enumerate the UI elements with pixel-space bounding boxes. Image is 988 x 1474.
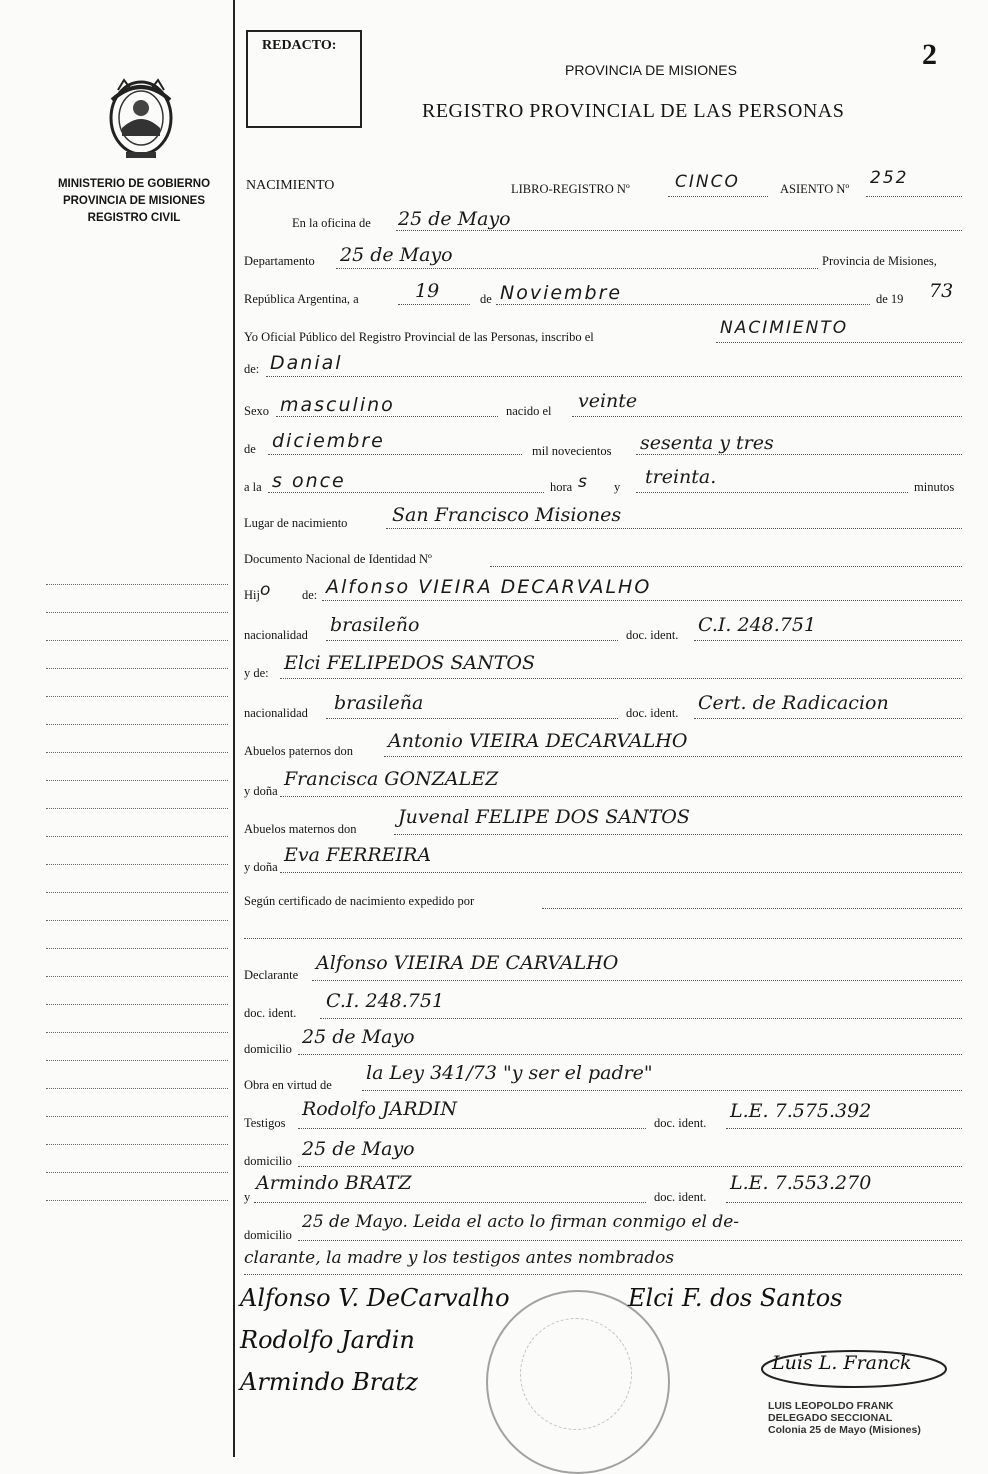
margin-line	[46, 668, 228, 669]
redacto-box	[246, 30, 362, 128]
madre-line	[280, 678, 962, 679]
nacido-value: veinte	[578, 390, 638, 412]
signature-testigo-2: Armindo Bratz	[240, 1368, 418, 1396]
registry-heading: REGISTRO PROVINCIAL DE LAS PERSONAS	[422, 100, 845, 122]
declarante-line	[312, 980, 962, 981]
margin-line	[46, 584, 228, 585]
madre-value: Elci FELIPEDOS SANTOS	[284, 652, 536, 674]
margin-line	[46, 1004, 228, 1005]
lugar-label: Lugar de nacimiento	[244, 516, 348, 530]
padre-doc-label: doc. ident.	[626, 628, 679, 642]
nacido-label: nacido el	[506, 404, 552, 418]
margin-line	[46, 1116, 228, 1117]
testigo1-dom-line	[298, 1166, 962, 1167]
oficial-stamp-text	[768, 1400, 921, 1436]
abuelo-mat-line	[394, 834, 962, 835]
margin-line	[46, 948, 228, 949]
abuelo-pat-line	[384, 756, 962, 757]
abuelos-mat-label: Abuelos maternos don	[244, 822, 357, 836]
mil-label: mil novecientos	[532, 444, 612, 458]
y-label: y	[614, 480, 621, 494]
inscribo-line	[716, 342, 962, 343]
declarante-doc-value: C.I. 248.751	[326, 990, 445, 1012]
padre-nac-line	[326, 640, 618, 641]
testigo2-doc-label: doc. ident.	[654, 1190, 707, 1204]
obra-label: Obra en virtud de	[244, 1078, 332, 1092]
margin-line	[46, 696, 228, 697]
declarante-value: Alfonso VIEIRA DE CARVALHO	[316, 952, 619, 974]
margin-line	[46, 1144, 228, 1145]
minutos-line	[636, 492, 908, 493]
abuela-pat-label: y doña	[244, 784, 278, 798]
declarante-label: Declarante	[244, 968, 299, 982]
padre-doc-line	[694, 640, 962, 641]
mes-line	[496, 304, 870, 305]
dni-line	[490, 566, 962, 567]
madre-nac-label: nacionalidad	[244, 706, 308, 720]
testigo2-line	[254, 1202, 646, 1203]
sexo-label: Sexo	[244, 404, 269, 418]
record-type: NACIMIENTO	[246, 178, 335, 193]
margin-line	[46, 1172, 228, 1173]
mes-letras-line	[268, 454, 522, 455]
sexo-value: masculino	[280, 394, 395, 416]
abuelos-pat-label: Abuelos paternos don	[244, 744, 354, 758]
testigo2-dom-line	[298, 1240, 962, 1241]
provincia-suffix: Provincia de Misiones,	[822, 254, 937, 268]
margin-line	[46, 612, 228, 613]
testigo2-dom-label: domicilio	[244, 1228, 292, 1242]
oficina-line	[396, 230, 962, 231]
dia-line	[398, 304, 470, 305]
padre-doc-value: C.I. 248.751	[698, 614, 817, 636]
dia-value: 19	[415, 280, 440, 302]
signature-oficial: Luis L. Franck	[772, 1352, 912, 1374]
madre-nac-value: brasileña	[334, 692, 424, 714]
ministry-line-2: PROVINCIA DE MISIONES	[62, 195, 206, 207]
padre-nac-label: nacionalidad	[244, 628, 308, 642]
margin-line	[46, 1088, 228, 1089]
hijo-label: Hij	[244, 588, 260, 602]
inscribo-value: NACIMIENTO	[720, 318, 849, 338]
dni-label: Documento Nacional de Identidad Nº	[244, 552, 432, 566]
testigo2-dom-value: 25 de Mayo. Leida el acto lo firman conmigo el de-	[302, 1212, 740, 1232]
asiento-label: ASIENTO Nº	[780, 182, 850, 196]
margin-line	[46, 724, 228, 725]
oficial-location: Colonia 25 de Mayo (Misiones)	[768, 1424, 921, 1436]
oficina-label: En la oficina de	[292, 216, 371, 230]
margin-line	[46, 976, 228, 977]
declarante-dom-value: 25 de Mayo	[302, 1026, 415, 1048]
oficina-value: 25 de Mayo	[398, 208, 511, 230]
abuela-mat-label: y doña	[244, 860, 278, 874]
lugar-value: San Francisco Misiones	[392, 504, 622, 526]
province-heading: PROVINCIA DE MISIONES	[565, 62, 737, 78]
margin-line	[46, 808, 228, 809]
testigo1-dom-value: 25 de Mayo	[302, 1138, 415, 1160]
anio-letras-value: sesenta y tres	[640, 432, 774, 454]
margin-line	[46, 640, 228, 641]
departamento-label: Departamento	[244, 254, 315, 268]
oficial-name: LUIS LEOPOLDO FRANK	[768, 1400, 894, 1412]
libro-value: CINCO	[675, 172, 740, 192]
madre-doc-label: doc. ident.	[626, 706, 679, 720]
testigo1-line	[298, 1128, 646, 1129]
signature-loop-icon	[756, 1346, 952, 1392]
testigos-label: Testigos	[244, 1116, 286, 1130]
asiento-line	[866, 196, 962, 197]
declarante-dom-label: domicilio	[244, 1042, 292, 1056]
abuela-pat-line	[280, 796, 962, 797]
libro-line	[668, 196, 768, 197]
margin-line	[46, 864, 228, 865]
sexo-line	[276, 416, 498, 417]
margin-line	[46, 1200, 228, 1201]
madre-doc-line	[694, 718, 962, 719]
departamento-line	[336, 268, 818, 269]
margin-rule	[233, 0, 235, 1457]
madre-nac-line	[326, 718, 618, 719]
margin-line	[46, 892, 228, 893]
ministry-line-3: REGISTRO CIVIL	[87, 212, 181, 224]
ala-label: a la	[244, 480, 262, 494]
abuelo-mat-value: Juvenal FELIPE DOS SANTOS	[398, 806, 690, 828]
hora-value: s once	[272, 470, 346, 492]
republica-label: República Argentina, a	[244, 292, 359, 306]
official-stamp-inner	[520, 1318, 632, 1430]
closing-line	[244, 1274, 962, 1275]
hora-line	[268, 492, 544, 493]
y2-label: y	[244, 1190, 251, 1204]
abuela-pat-value: Francisca GONZALEZ	[284, 768, 499, 790]
mes-letras-value: diciembre	[272, 430, 385, 452]
closing-line-2: clarante, la madre y los testigos antes nombrados	[244, 1248, 675, 1268]
testigo1-dom-label: domicilio	[244, 1154, 292, 1168]
nombre-value: Danial	[270, 352, 343, 374]
nombre-line	[266, 376, 962, 377]
redacto-label: REDACTO:	[262, 38, 337, 53]
nombre-label: de:	[244, 362, 260, 376]
declarante-doc-label: doc. ident.	[244, 1006, 297, 1020]
province-seal-icon	[100, 70, 182, 162]
padre-nac-value: brasileño	[330, 614, 420, 636]
hijo-de-label: de:	[302, 588, 318, 602]
testigo2-doc-value: L.E. 7.553.270	[730, 1172, 872, 1194]
minutos-label: minutos	[914, 480, 955, 494]
departamento-value: 25 de Mayo	[340, 244, 453, 266]
declarante-dom-line	[298, 1054, 962, 1055]
minutos-value: treinta.	[645, 466, 717, 488]
anio-label: de 19	[876, 292, 904, 306]
abuelo-pat-value: Antonio VIEIRA DECARVALHO	[388, 730, 688, 752]
abuela-mat-line	[280, 872, 962, 873]
margin-line	[46, 780, 228, 781]
libro-label: LIBRO-REGISTRO Nº	[511, 182, 630, 196]
margin-line	[46, 920, 228, 921]
signature-testigo-1: Rodolfo Jardin	[240, 1326, 415, 1354]
testigo1-doc-value: L.E. 7.575.392	[730, 1100, 872, 1122]
padre-value: Alfonso VIEIRA DECARVALHO	[326, 576, 652, 598]
mes-de-label: de	[480, 292, 492, 306]
signature-declarante: Alfonso V. DeCarvalho	[240, 1284, 510, 1312]
margin-line	[46, 1060, 228, 1061]
mes-value: Noviembre	[500, 282, 623, 304]
obra-value: la Ley 341/73 "y ser el padre"	[366, 1062, 653, 1084]
inscribo-label: Yo Oficial Público del Registro Provincial de las Personas, inscribo el	[244, 330, 594, 344]
testigo1-value: Rodolfo JARDIN	[302, 1098, 457, 1120]
margin-line	[46, 752, 228, 753]
testigo2-value: Armindo BRATZ	[256, 1172, 412, 1194]
margin-line	[46, 1032, 228, 1033]
oficial-title: DELEGADO SECCIONAL	[768, 1412, 893, 1424]
de2-label: de	[244, 442, 256, 456]
asiento-value: 252	[870, 168, 909, 188]
madre-doc-value: Cert. de Radicacion	[698, 692, 889, 714]
signature-madre: Elci F. dos Santos	[628, 1284, 843, 1312]
horas-suffix: s	[578, 472, 589, 492]
margin-line	[46, 836, 228, 837]
hijo-suffix: o	[260, 580, 273, 600]
obra-line	[362, 1090, 962, 1091]
ministry-block	[40, 176, 228, 227]
testigo1-doc-label: doc. ident.	[654, 1116, 707, 1130]
anio-value: 73	[929, 280, 954, 302]
horas-label: hora	[550, 480, 573, 494]
certificado-label: Según certificado de nacimiento expedido por	[244, 894, 475, 908]
certificado-line	[542, 908, 962, 909]
ministry-line-1: MINISTERIO DE GOBIERNO	[57, 178, 211, 190]
certificado-line-2	[244, 938, 962, 939]
lugar-line	[386, 528, 962, 529]
anio-letras-line	[636, 454, 962, 455]
testigo1-doc-line	[726, 1128, 962, 1129]
testigo2-doc-line	[726, 1202, 962, 1203]
abuela-mat-value: Eva FERREIRA	[284, 844, 432, 866]
yde-label: y de:	[244, 666, 269, 680]
nacido-line	[572, 416, 962, 417]
page-number: 2	[922, 38, 937, 71]
padre-line	[322, 600, 962, 601]
declarante-doc-line	[320, 1018, 962, 1019]
